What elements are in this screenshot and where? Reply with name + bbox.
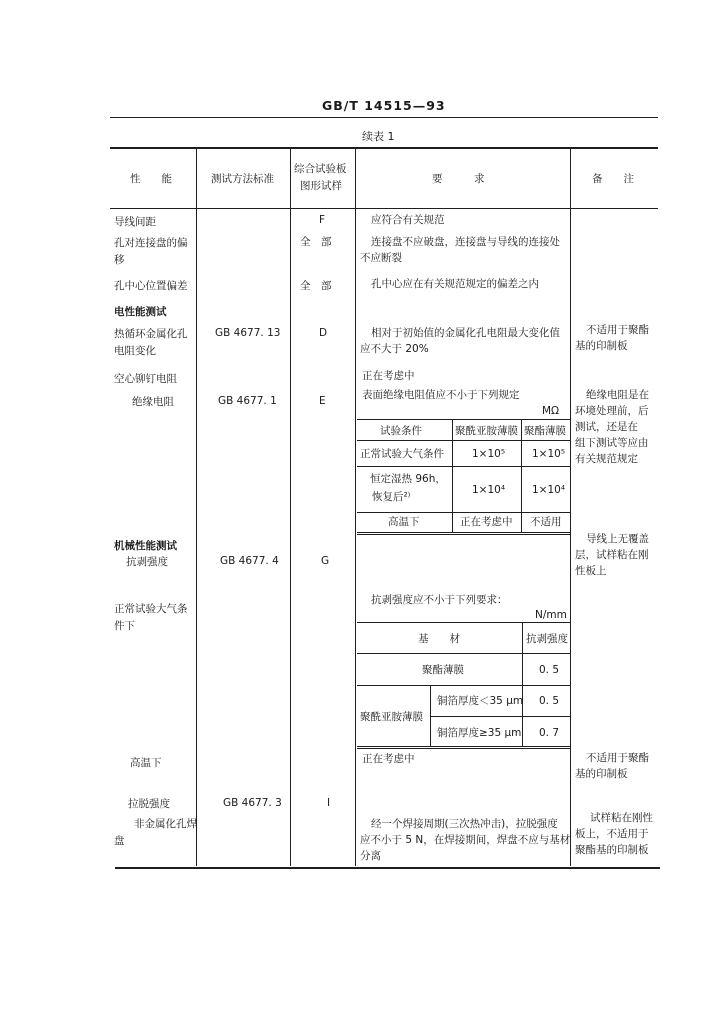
row-hole-center-requirement: 孔中心应在有关规范规定的偏差之内 xyxy=(371,278,539,290)
header-bottom-border xyxy=(110,208,658,209)
row-peel-remark-2: 层，试样粘在刚 xyxy=(575,549,649,561)
peel-copper-thin: 铜箔厚度＜35 μm xyxy=(437,695,524,707)
peel-sub-table-rule-1 xyxy=(357,653,570,654)
row-thermal-remark-2: 基的印制板 xyxy=(575,340,628,352)
peel-sub-table-bottom xyxy=(357,746,570,747)
peel-polyimide: 聚酰亚胺薄膜 xyxy=(360,711,423,723)
row-pull-off-requirement-3: 分离 xyxy=(360,850,381,862)
insulation-row-3-condition: 高温下 xyxy=(388,516,420,528)
insulation-sub-table-col-2 xyxy=(521,419,522,532)
row-hole-land-requirement-2: 不应断裂 xyxy=(360,252,402,264)
row-insulation-remark-5: 有关规范规定 xyxy=(575,453,638,465)
insulation-sub-table-rule-3 xyxy=(357,512,570,513)
row-pull-off-remark-2: 板上，不适用于 xyxy=(575,828,649,840)
col-sep-3 xyxy=(355,148,356,866)
header-rule xyxy=(110,117,658,118)
row-conductor-spacing-requirement: 应符合有关规范 xyxy=(371,214,445,226)
insulation-sub-table-rule-1 xyxy=(357,440,570,441)
peel-polyester-value: 0. 5 xyxy=(539,664,560,676)
row-hole-land-requirement-1: 连接盘不应破盘，连接盘与导线的连接处 xyxy=(371,236,560,248)
col-sep-4 xyxy=(570,148,571,866)
row-pull-off-coupon: I xyxy=(327,797,331,809)
insulation-row-2-polyimide: 1×10⁴ xyxy=(472,484,506,496)
table-bottom-border xyxy=(115,867,660,869)
row-high-temp-requirement: 正在考虑中 xyxy=(362,753,415,765)
header-coupon-line2: 图形试样 xyxy=(300,180,342,192)
row-peel-normal-unit: N/mm xyxy=(535,609,567,621)
insulation-row-3-polyimide: 正在考虑中 xyxy=(460,516,513,528)
peel-header-substrate: 基 材 xyxy=(418,633,460,645)
row-insulation-requirement: 表面绝缘电阻值应不小于下列规定 xyxy=(362,389,520,401)
peel-sub-table-rule-3 xyxy=(430,716,570,717)
row-high-temp-property: 高温下 xyxy=(130,757,162,769)
row-high-temp-remark-2: 基的印制板 xyxy=(575,768,628,780)
row-peel-method: GB 4677. 4 xyxy=(220,555,279,567)
section-electrical: 电性能测试 xyxy=(114,306,167,318)
insulation-row-2-polyester: 1×10⁴ xyxy=(532,484,566,496)
row-hole-land-property-1: 孔对连接盘的偏 xyxy=(114,237,188,249)
peel-copper-thin-value: 0. 5 xyxy=(539,695,560,707)
row-thermal-property-2: 电阻变化 xyxy=(114,345,156,357)
row-insulation-remark-1: 绝缘电阻是在 xyxy=(586,389,649,401)
section-mechanical: 机械性能测试 xyxy=(114,540,177,552)
peel-sub-table-col-value xyxy=(522,622,523,746)
row-thermal-remark-1: 不适用于聚酯 xyxy=(586,324,649,336)
row-hole-land-coupon: 全 部 xyxy=(300,236,332,248)
row-peel-normal-requirement: 抗剥强度应不小于下列要求： xyxy=(371,594,508,606)
row-insulation-method: GB 4677. 1 xyxy=(218,395,277,407)
row-thermal-requirement-1: 相对于初始值的金属化孔电阻最大变化值 xyxy=(371,327,560,339)
row-thermal-requirement-2: 应不大于 20% xyxy=(360,343,429,355)
standard-number: GB/T 14515—93 xyxy=(322,98,446,113)
row-pull-off-sub-property-2: 盘 xyxy=(114,835,125,847)
table-top-border xyxy=(110,147,658,149)
row-peel-remark-1: 导线上无覆盖 xyxy=(586,533,649,545)
row-conductor-spacing-coupon: F xyxy=(319,214,326,226)
row-hollow-rivet-requirement: 正在考虑中 xyxy=(362,370,415,382)
header-remark: 备 注 xyxy=(592,173,634,185)
row-peel-coupon: G xyxy=(321,555,330,567)
insulation-row-3-polyester: 不适用 xyxy=(530,516,562,528)
header-method: 测试方法标准 xyxy=(211,173,274,185)
insulation-header-polyester: 聚酯薄膜 xyxy=(524,425,566,437)
row-hole-land-property-2: 移 xyxy=(114,254,125,266)
col-sep-2 xyxy=(290,148,291,866)
row-high-temp-remark-1: 不适用于聚酯 xyxy=(586,752,649,764)
row-pull-off-property: 拉脱强度 xyxy=(128,798,170,810)
row-pull-off-method: GB 4677. 3 xyxy=(223,797,282,809)
header-coupon-line1: 综合试验板 xyxy=(294,163,347,175)
row-pull-off-remark-3: 聚酯基的印制板 xyxy=(575,844,649,856)
row-insulation-coupon: E xyxy=(319,395,326,407)
row-insulation-remark-2: 环境处理前，后 xyxy=(575,405,649,417)
row-thermal-property-1: 热循环金属化孔 xyxy=(114,328,188,340)
header-property: 性 能 xyxy=(130,173,172,185)
insulation-row-2-condition-1: 恒定湿热 96h， xyxy=(370,473,446,485)
peel-copper-thick-value: 0. 7 xyxy=(539,727,560,739)
row-insulation-remark-4: 组下测试等应由 xyxy=(575,437,649,449)
high-temp-row-top xyxy=(357,748,570,749)
peel-sub-table-top xyxy=(357,622,570,623)
table-caption: 续表 1 xyxy=(362,130,395,143)
insulation-header-condition: 试验条件 xyxy=(380,425,422,437)
peel-header-value: 抗剥强度 xyxy=(526,633,568,645)
row-insulation-property: 绝缘电阻 xyxy=(132,396,174,408)
insulation-sub-table-col-1 xyxy=(452,419,453,532)
row-conductor-spacing-property: 导线间距 xyxy=(114,216,156,228)
row-hole-center-coupon: 全 部 xyxy=(300,280,332,292)
row-thermal-method: GB 4677. 13 xyxy=(215,327,281,339)
row-pull-off-requirement-2: 应不小于 5 N，在焊接期间，焊盘不应与基材 xyxy=(360,834,571,846)
row-peel-normal-property-1: 正常试验大气条 xyxy=(114,603,188,615)
row-peel-remark-3: 性板上 xyxy=(575,565,607,577)
col-sep-1 xyxy=(196,148,197,866)
row-peel-property: 抗剥强度 xyxy=(126,556,168,568)
row-hole-center-property: 孔中心位置偏差 xyxy=(114,280,188,292)
mechanical-section-rule xyxy=(357,534,570,535)
insulation-sub-table-bottom xyxy=(357,532,570,533)
row-insulation-remark-3: 测试，还是在 xyxy=(575,421,638,433)
insulation-row-1-condition: 正常试验大气条件 xyxy=(360,448,444,460)
row-insulation-unit: MΩ xyxy=(542,405,560,417)
insulation-sub-table-top xyxy=(357,419,570,420)
insulation-row-2-condition-2: 恢复后²⁾ xyxy=(372,491,411,503)
row-pull-off-requirement-1: 经一个焊接周期(三次热冲击)，拉脱强度 xyxy=(371,818,558,830)
peel-polyester: 聚酯薄膜 xyxy=(422,664,464,676)
row-pull-off-sub-property-1: 非金属化孔焊 xyxy=(134,818,197,830)
insulation-row-1-polyimide: 1×10⁵ xyxy=(472,448,506,460)
header-requirement: 要 求 xyxy=(432,173,485,185)
insulation-row-1-polyester: 1×10⁵ xyxy=(532,448,566,460)
peel-sub-table-col-copper xyxy=(430,685,431,746)
insulation-sub-table-rule-2 xyxy=(357,466,570,467)
row-hollow-rivet-property: 空心铆钉电阻 xyxy=(114,373,177,385)
insulation-header-polyimide: 聚酰亚胺薄膜 xyxy=(455,425,518,437)
row-thermal-coupon: D xyxy=(319,327,328,339)
row-pull-off-remark-1: 试样粘在刚性 xyxy=(590,812,653,824)
peel-sub-table-rule-2 xyxy=(357,685,570,686)
peel-copper-thick: 铜箔厚度≥35 μm xyxy=(437,727,522,739)
row-peel-normal-property-2: 件下 xyxy=(114,620,135,632)
